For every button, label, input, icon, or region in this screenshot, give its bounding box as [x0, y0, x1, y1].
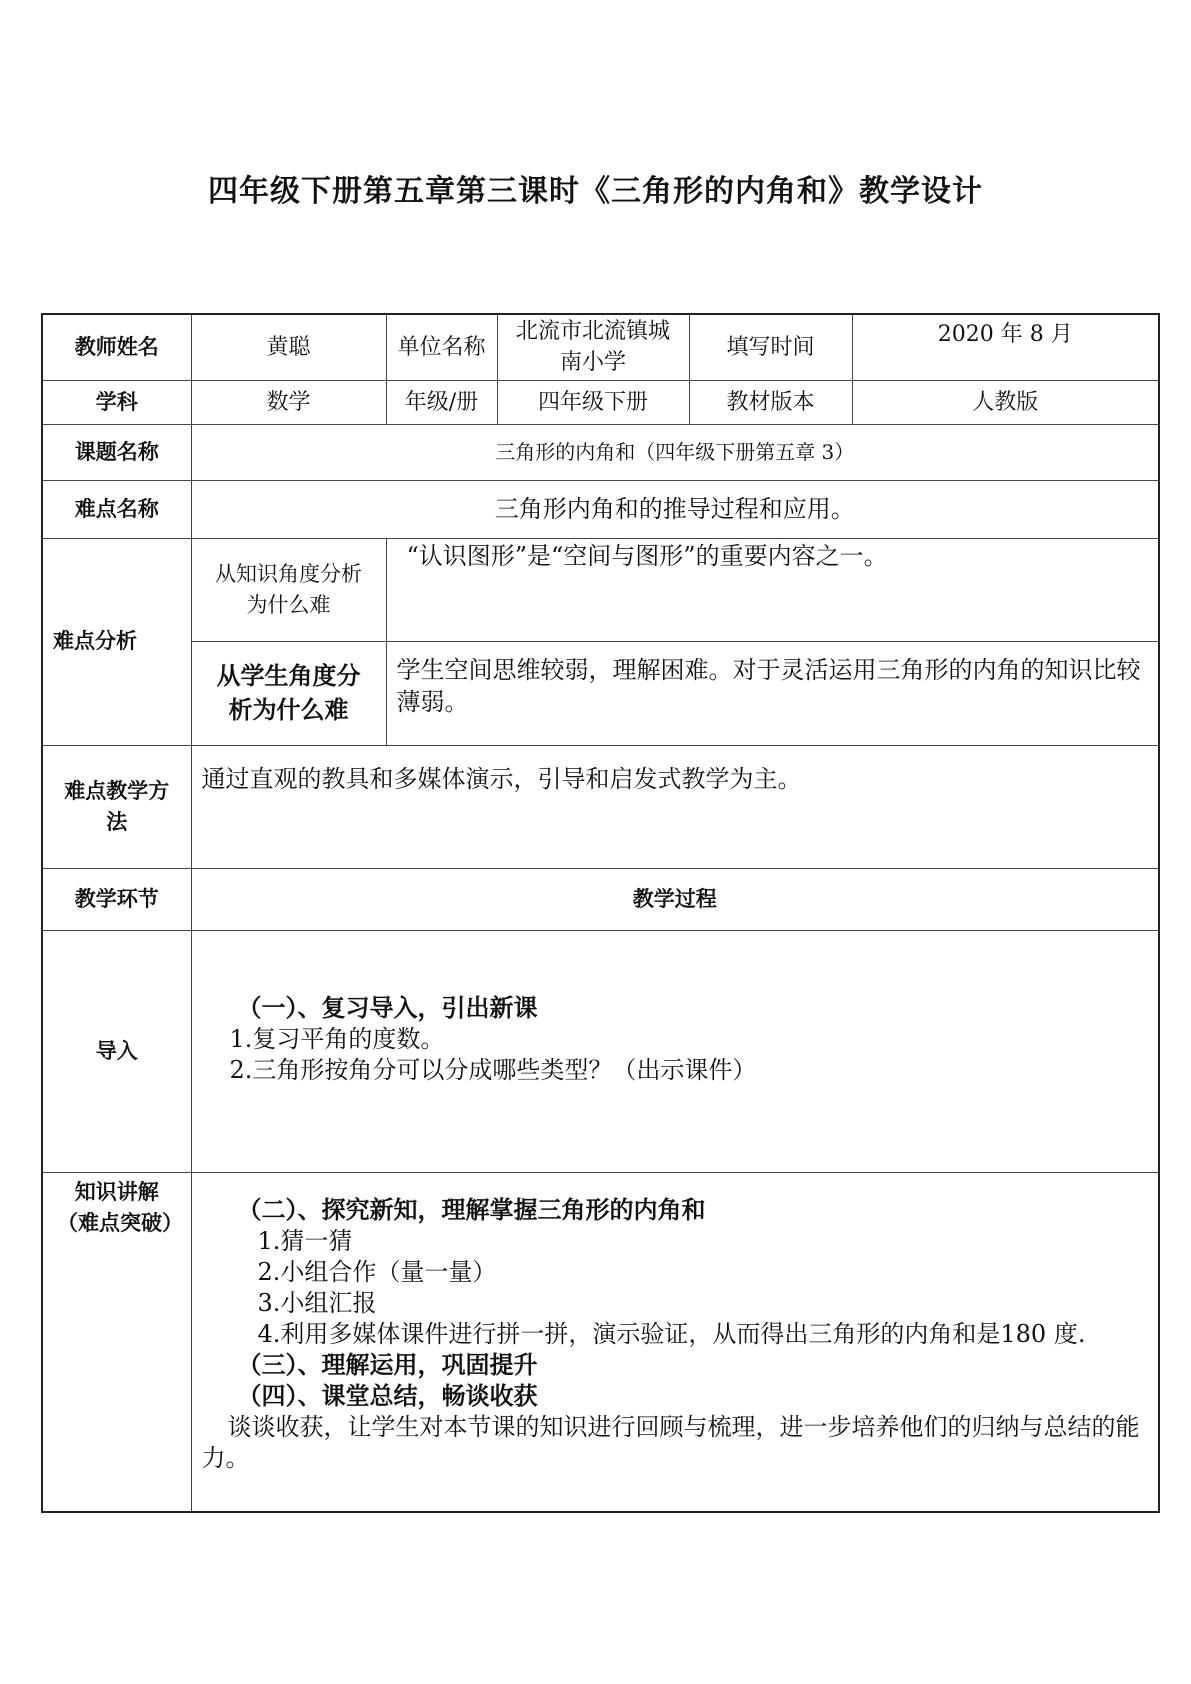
- page-title: 四年级下册第五章第三课时《三角形的内角和》教学设计: [208, 174, 983, 209]
- subject-label: 学科: [42, 380, 191, 424]
- table-row: [42, 745, 1159, 868]
- intro-line: 2.三角形按角分可以分成哪些类型？（出示课件）: [229, 1055, 757, 1084]
- summary-heading: （四）、课堂总结，畅谈收获: [237, 1381, 538, 1410]
- knowledge-angle-label: 从知识角度分析为什么难: [191, 538, 386, 641]
- topic-label: 课题名称: [42, 424, 191, 480]
- edition-value: 人教版: [852, 380, 1159, 424]
- knowledge-line: 2.小组合作（量一量）: [257, 1257, 497, 1286]
- table-row: [42, 538, 1159, 641]
- grade-value: 四年级下册: [497, 380, 689, 424]
- unit-name-label: 单位名称: [386, 314, 497, 380]
- knowledge-line: 1.猜一猜: [257, 1226, 353, 1255]
- lesson-plan-table: [41, 313, 1160, 1513]
- table-row: [42, 868, 1159, 930]
- knowledge-line: 3.小组汇报: [257, 1288, 377, 1317]
- fill-time-label: 填写时间: [689, 314, 852, 380]
- table-row: [42, 930, 1159, 1172]
- difficulty-value: 三角形内角和的推导过程和应用。: [191, 480, 1159, 538]
- table-row: [42, 314, 1159, 380]
- knowledge-angle-value: “认识图形”是“空间与图形”的重要内容之一。: [386, 538, 1159, 641]
- unit-name-value: 北流市北流镇城南小学: [497, 314, 689, 380]
- practice-heading: （三）、理解运用，巩固提升: [237, 1350, 538, 1379]
- student-angle-label: 从学生角度分析为什么难: [191, 641, 386, 745]
- table-row: [42, 641, 1159, 745]
- student-angle-value: 学生空间思维较弱，理解困难。对于灵活运用三角形的内角的知识比较薄弱。: [386, 641, 1159, 745]
- intro-heading: （一）、复习导入，引出新课: [237, 993, 538, 1022]
- teacher-name-value: 黄聪: [191, 314, 386, 380]
- intro-line: 1.复习平角的度数。: [229, 1024, 445, 1053]
- subject-value: 数学: [191, 380, 386, 424]
- table-row: [42, 424, 1159, 480]
- knowledge-label-text: 知识讲解（难点突破）: [57, 1179, 183, 1235]
- process-header: 教学过程: [191, 868, 1159, 930]
- summary-text: 谈谈收获，让学生对本节课的知识进行回顾与梳理，进一步培养他们的归纳与总结的能力。: [201, 1412, 1140, 1472]
- knowledge-line: 4.利用多媒体课件进行拼一拼，演示验证，从而得出三角形的内角和是180 度.: [257, 1319, 1086, 1348]
- method-label: 难点教学方法: [42, 745, 191, 868]
- method-value: 通过直观的教具和多媒体演示，引导和启发式教学为主。: [191, 745, 1159, 868]
- analysis-label: 难点分析: [42, 538, 191, 745]
- process-stage-label: 教学环节: [42, 868, 191, 930]
- table-row: [42, 380, 1159, 424]
- teacher-name-label: 教师姓名: [42, 314, 191, 380]
- knowledge-content: [191, 1172, 1159, 1512]
- intro-content: [191, 930, 1159, 1172]
- edition-label: 教材版本: [689, 380, 852, 424]
- topic-value: 三角形的内角和（四年级下册第五章 3）: [191, 424, 1159, 480]
- table-row: [42, 1172, 1159, 1512]
- difficulty-label: 难点名称: [42, 480, 191, 538]
- intro-label: 导入: [42, 930, 191, 1172]
- fill-time-value: 2020 年 8 月: [852, 314, 1159, 380]
- knowledge-heading: （二）、探究新知，理解掌握三角形的内角和: [237, 1195, 706, 1224]
- grade-label: 年级/册: [386, 380, 497, 424]
- table-row: [42, 480, 1159, 538]
- knowledge-label: [42, 1172, 191, 1512]
